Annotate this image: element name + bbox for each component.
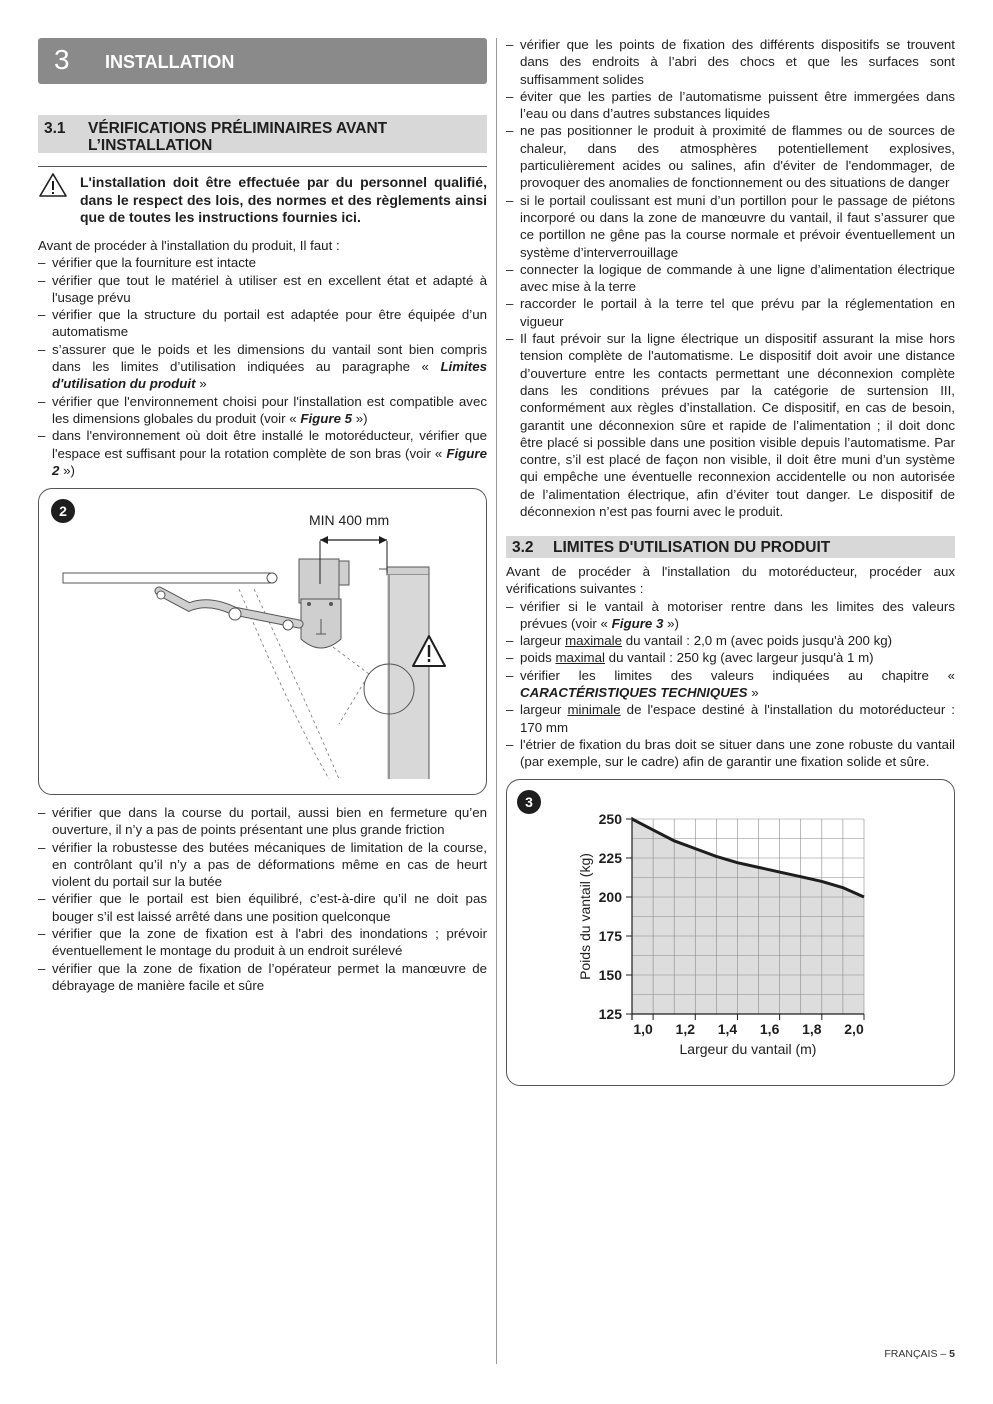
list-item: – vérifier que tout le matériel à utiliser est en excellent état et adapté à l'usage prévu xyxy=(38,272,487,307)
list-item: – vérifier que la zone de fixation de l’opérateur permet la manœuvre de débrayage de manière facile et sûre xyxy=(38,960,487,995)
list-item: – éviter que les parties de l’automatisme puissent être immergées dans l’eau ou dans d’autres substances liquides xyxy=(506,88,955,123)
list-item: – vérifier si le vantail à motoriser rentre dans les limites des valeurs prévues (voir « Figure 3 ») xyxy=(506,598,955,633)
list-item: – dans l'environnement où doit être installé le motoréducteur, vérifier que l'espace est suffisant pour la rotation complète de son bras (voir « Figure 2 ») xyxy=(38,427,487,479)
figure-reference[interactable]: Figure 3 xyxy=(611,615,664,631)
x-tick-label: 1,0 xyxy=(633,1021,653,1037)
checklist-b xyxy=(38,804,487,994)
list-item: – vérifier que dans la course du portail, aussi bien en fermeture qu’en ouverture, il n’y a pas de points présentant une plus grande friction xyxy=(38,804,487,839)
chapter-header xyxy=(38,38,487,84)
x-tick-label: 1,2 xyxy=(675,1021,696,1037)
figure-3 xyxy=(506,779,955,1086)
y-tick-label: 150 xyxy=(598,967,622,983)
dimension-label: MIN 400 mm xyxy=(309,512,390,528)
section-title xyxy=(88,120,481,154)
y-axis-label: Poids du vantail (kg) xyxy=(577,853,593,980)
section-number: 3.1 xyxy=(44,120,66,137)
list-item: – vérifier que le portail est bien équilibré, c’est-à-dire qu’il ne doit pas bouger s’il est laissé arrêté dans une position quelconque xyxy=(38,890,487,925)
list-item: – l'étrier de fixation du bras doit se situer dans une zone robuste du vantail (par exemple, sur le cadre) afin de garantir une fixation solide et sûre. xyxy=(506,736,955,771)
page-footer xyxy=(884,1348,955,1360)
x-tick-label: 1,8 xyxy=(802,1021,822,1037)
list-item: – vérifier que la structure du portail est adaptée pour être équipée d’un automatisme xyxy=(38,306,487,341)
section-title: LIMITES D'UTILISATION DU PRODUIT xyxy=(553,539,831,556)
section-rule xyxy=(38,166,487,167)
list-item: – vérifier que l'environnement choisi pour l'installation est compatible avec les dimensions globales du produit (voir « Figure 5 ») xyxy=(38,393,487,428)
checklist-c-block xyxy=(506,36,955,520)
list-item: – ne pas positionner le produit à proximité de flammes ou de sources de chaleur, dans des atmosphères potentiellement explosives, particulièrement acides ou salines, afin d'éviter de l'endommager, de provoquer des anomalies de fonctionnement ou des situations de danger xyxy=(506,122,955,191)
list-item: – Il faut prévoir sur la ligne électrique un dispositif assurant la mise hors tension complète de l'automatisme. Le dispositif doit avoir une distance d’ouverture entre les contacts permettant une déconnexion complète dans les conditions prévues par la catégorie de surtension III, conformément aux règles d’installation. Ce dispositif, en cas de besoin, garantit une déconnexion sûre et rapide de l’alimentation ; il doit donc être placé si possible dans une position visible depuis l’automatisme. Par contre, s’il est placé de façon non visible, il doit être muni d’un système qui empêche une éventuelle reconnexion accidentelle ou non autorisée de l’alimentation électrique, afin d’éviter tout danger. Le dispositif de déconnexion n’est pas fourni avec le produit. xyxy=(506,330,955,520)
warning-icon xyxy=(38,172,68,198)
section-header-3-2 xyxy=(506,536,955,558)
section-title-line2: L’INSTALLATION xyxy=(88,137,213,154)
section-title-line1: VÉRIFICATIONS PRÉLIMINAIRES AVANT xyxy=(88,120,388,137)
intro-block xyxy=(38,237,487,479)
intro-text: Avant de procéder à l'installation du motoréducteur, procéder aux vérifications suivantes : xyxy=(506,564,955,597)
checklist-d xyxy=(506,598,955,771)
weight-width-chart xyxy=(507,780,954,1085)
y-tick-label: 125 xyxy=(598,1006,622,1022)
checklist-a xyxy=(38,254,487,479)
checklist-b-block xyxy=(38,804,487,994)
footer-language: FRANÇAIS – xyxy=(884,1348,950,1360)
list-item: – vérifier que la zone de fixation est à l'abri des inondations ; prévoir éventuellement le montage du produit à un endroit surélevé xyxy=(38,925,487,960)
page-number: 5 xyxy=(949,1348,955,1360)
section-number: 3.2 xyxy=(512,539,534,556)
figure-reference[interactable]: Figure 5 xyxy=(300,410,353,426)
y-tick-label: 200 xyxy=(598,889,622,905)
figure-reference[interactable]: Figure 2 xyxy=(52,445,487,478)
x-tick-label: 1,4 xyxy=(717,1021,738,1037)
x-tick-label: 2,0 xyxy=(844,1021,864,1037)
figure-badge: 3 xyxy=(517,790,541,814)
list-item: – vérifier les limites des valeurs indiquées au chapitre « CARACTÉRISTIQUES TECHNIQUES » xyxy=(506,667,955,702)
list-item: – vérifier que les points de fixation des différents dispositifs se trouvent dans des endroits à l’abri des chocs et que les surfaces sont suffisamment solides xyxy=(506,36,955,88)
list-item: – si le portail coulissant est muni d’un portillon pour le passage de piétons incorporé ou dans la zone de manœuvre du vantail, il faut s’assurer que ce portillon ne gêne pas la course normale et prévoir éventuellement un système d’interverrouillage xyxy=(506,192,955,261)
y-tick-label: 250 xyxy=(598,811,622,827)
list-item: – connecter la logique de commande à une ligne d’alimentation électrique avec mise à la terre xyxy=(506,261,955,296)
chapter-title: INSTALLATION xyxy=(105,52,235,72)
x-axis-label: Largeur du vantail (m) xyxy=(679,1041,817,1057)
reference-link[interactable]: Limites d'utilisation du produit xyxy=(52,359,487,392)
y-tick-label: 225 xyxy=(598,850,622,866)
figure-2 xyxy=(38,488,487,795)
list-item: – poids maximal du vantail : 250 kg (avec largeur jusqu'à 1 m) xyxy=(506,649,955,666)
chapter-number: 3 xyxy=(54,44,70,75)
column-divider xyxy=(496,38,497,1364)
list-item: – vérifier la robustesse des butées mécaniques de limitation de la course, en contrôlant qu’il n’y a pas de déformations même en cas de heurt violent du portail sur la butée xyxy=(38,839,487,891)
x-tick-label: 1,6 xyxy=(759,1021,780,1037)
list-item: – largeur maximale du vantail : 2,0 m (avec poids jusqu'à 200 kg) xyxy=(506,632,955,649)
list-item: – largeur minimale de l'espace destiné à l'installation du motoréducteur : 170 mm xyxy=(506,701,955,736)
chapter-reference[interactable]: CARACTÉRISTIQUES TECHNIQUES xyxy=(520,685,748,701)
list-item: – vérifier que la fourniture est intacte xyxy=(38,254,487,271)
section-header-3-1 xyxy=(38,115,487,153)
installation-diagram xyxy=(39,489,486,794)
y-tick-label: 175 xyxy=(598,928,622,944)
section-32-block xyxy=(506,563,955,771)
intro-text: Avant de procéder à l'installation du produit, Il faut : xyxy=(38,238,340,253)
list-item: – s’assurer que le poids et les dimensions du vantail sont bien compris dans les limites d’utilisation indiquées au paragraphe « Limites d'utilisation du produit » xyxy=(38,341,487,393)
checklist-c xyxy=(506,36,955,520)
warning-text: L'installation doit être effectuée par du personnel qualifié, dans le respect des lois, des normes et des règlements ainsi que de toutes les instructions fournies ici. xyxy=(80,174,487,225)
figure-badge: 2 xyxy=(51,499,75,523)
list-item: – raccorder le portail à la terre tel que prévu par la réglementation en vigueur xyxy=(506,295,955,330)
